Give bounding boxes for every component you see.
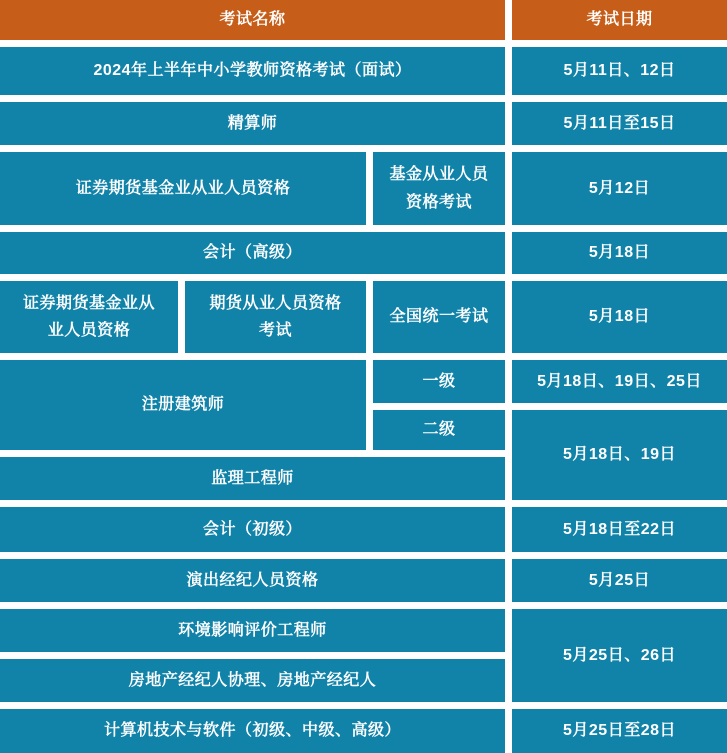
fund-practitioner-date-cell bbox=[512, 152, 727, 225]
accounting-junior-date-label: 5月18日至22日 bbox=[563, 520, 676, 538]
architect-level2-cell bbox=[373, 410, 505, 450]
teacher-qualification-date-label: 5月11日、12日 bbox=[563, 62, 676, 80]
securities-fund2-line2: 业人员资格 bbox=[47, 322, 131, 339]
teacher-qualification-name-label: 2024年上半年中小学教师资格考试（面试） bbox=[93, 62, 412, 80]
performance-broker-name-cell bbox=[0, 559, 505, 602]
national-unified-exam-label: 全国统一考试 bbox=[389, 308, 489, 326]
supervision-engineer-name-cell bbox=[0, 457, 505, 500]
architect-level1-cell bbox=[373, 360, 505, 403]
futures-practitioner-date-label: 5月18日 bbox=[588, 308, 651, 326]
actuary-date-label: 5月11日至15日 bbox=[563, 114, 676, 132]
actuary-date-cell bbox=[512, 102, 727, 145]
accounting-senior-name-label: 会计（高级） bbox=[202, 244, 302, 262]
securities-fund-name-label: 证券期货基金业从业人员资格 bbox=[75, 179, 291, 197]
header-exam-name-label: 考试名称 bbox=[219, 11, 286, 29]
fund-practitioner-sub-cell bbox=[373, 152, 505, 225]
futures-practitioner-line1: 期货从业人员资格 bbox=[209, 294, 342, 312]
actuary-name-label: 精算师 bbox=[227, 114, 278, 132]
real-estate-broker-name-label: 房地产经纪人协理、房地产经纪人 bbox=[128, 671, 377, 689]
env-realestate-date-cell bbox=[512, 609, 727, 702]
computer-software-date-label: 5月25日至28日 bbox=[563, 722, 676, 740]
accounting-senior-date-label: 5月18日 bbox=[588, 244, 651, 262]
architect-level2-supervisor-date-cell bbox=[512, 410, 727, 500]
computer-software-name-label: 计算机技术与软件（初级、中级、高级） bbox=[103, 722, 401, 740]
header-exam-date-cell bbox=[512, 0, 727, 40]
performance-broker-date-cell bbox=[512, 559, 727, 602]
performance-broker-date-label: 5月25日 bbox=[588, 571, 651, 589]
computer-software-date-cell bbox=[512, 709, 727, 753]
environmental-impact-name-label: 环境影响评价工程师 bbox=[178, 621, 327, 639]
architect-level1-date-label: 5月18日、19日、25日 bbox=[537, 372, 702, 390]
architect-level1-label: 一级 bbox=[422, 372, 456, 390]
registered-architect-name-cell bbox=[0, 360, 366, 450]
fund-practitioner-date-label: 5月12日 bbox=[588, 179, 651, 197]
national-unified-exam-cell bbox=[373, 281, 505, 353]
computer-software-name-cell bbox=[0, 709, 505, 753]
header-exam-name-cell bbox=[0, 0, 505, 40]
accounting-junior-name-label: 会计（初级） bbox=[202, 520, 302, 538]
performance-broker-name-label: 演出经纪人员资格 bbox=[186, 571, 319, 589]
supervision-engineer-name-label: 监理工程师 bbox=[211, 469, 294, 487]
securities-fund2-line1: 证券期货基金业从 bbox=[22, 294, 155, 312]
accounting-senior-name-cell bbox=[0, 232, 505, 274]
architect-level2-supervisor-date-label: 5月18日、19日 bbox=[563, 446, 676, 464]
futures-practitioner-sub-cell bbox=[185, 281, 366, 353]
accounting-senior-date-cell bbox=[512, 232, 727, 274]
accounting-junior-name-cell bbox=[0, 507, 505, 552]
registered-architect-name-label: 注册建筑师 bbox=[141, 396, 225, 414]
architect-level1-date-cell bbox=[512, 360, 727, 403]
futures-practitioner-date-cell bbox=[512, 281, 727, 353]
architect-level2-label: 二级 bbox=[422, 421, 456, 439]
securities-fund2-name-cell bbox=[0, 281, 178, 353]
futures-practitioner-line2: 考试 bbox=[258, 322, 292, 339]
env-realestate-date-label: 5月25日、26日 bbox=[563, 646, 676, 664]
fund-practitioner-line2: 资格考试 bbox=[405, 193, 472, 211]
environmental-impact-name-cell bbox=[0, 609, 505, 652]
accounting-junior-date-cell bbox=[512, 507, 727, 552]
header-exam-date-label: 考试日期 bbox=[586, 11, 653, 29]
actuary-name-cell bbox=[0, 102, 505, 145]
real-estate-broker-name-cell bbox=[0, 659, 505, 702]
teacher-qualification-name-cell bbox=[0, 47, 505, 95]
fund-practitioner-line1: 基金从业人员 bbox=[389, 166, 489, 184]
teacher-qualification-date-cell bbox=[512, 47, 727, 95]
securities-fund-name-cell bbox=[0, 152, 366, 225]
